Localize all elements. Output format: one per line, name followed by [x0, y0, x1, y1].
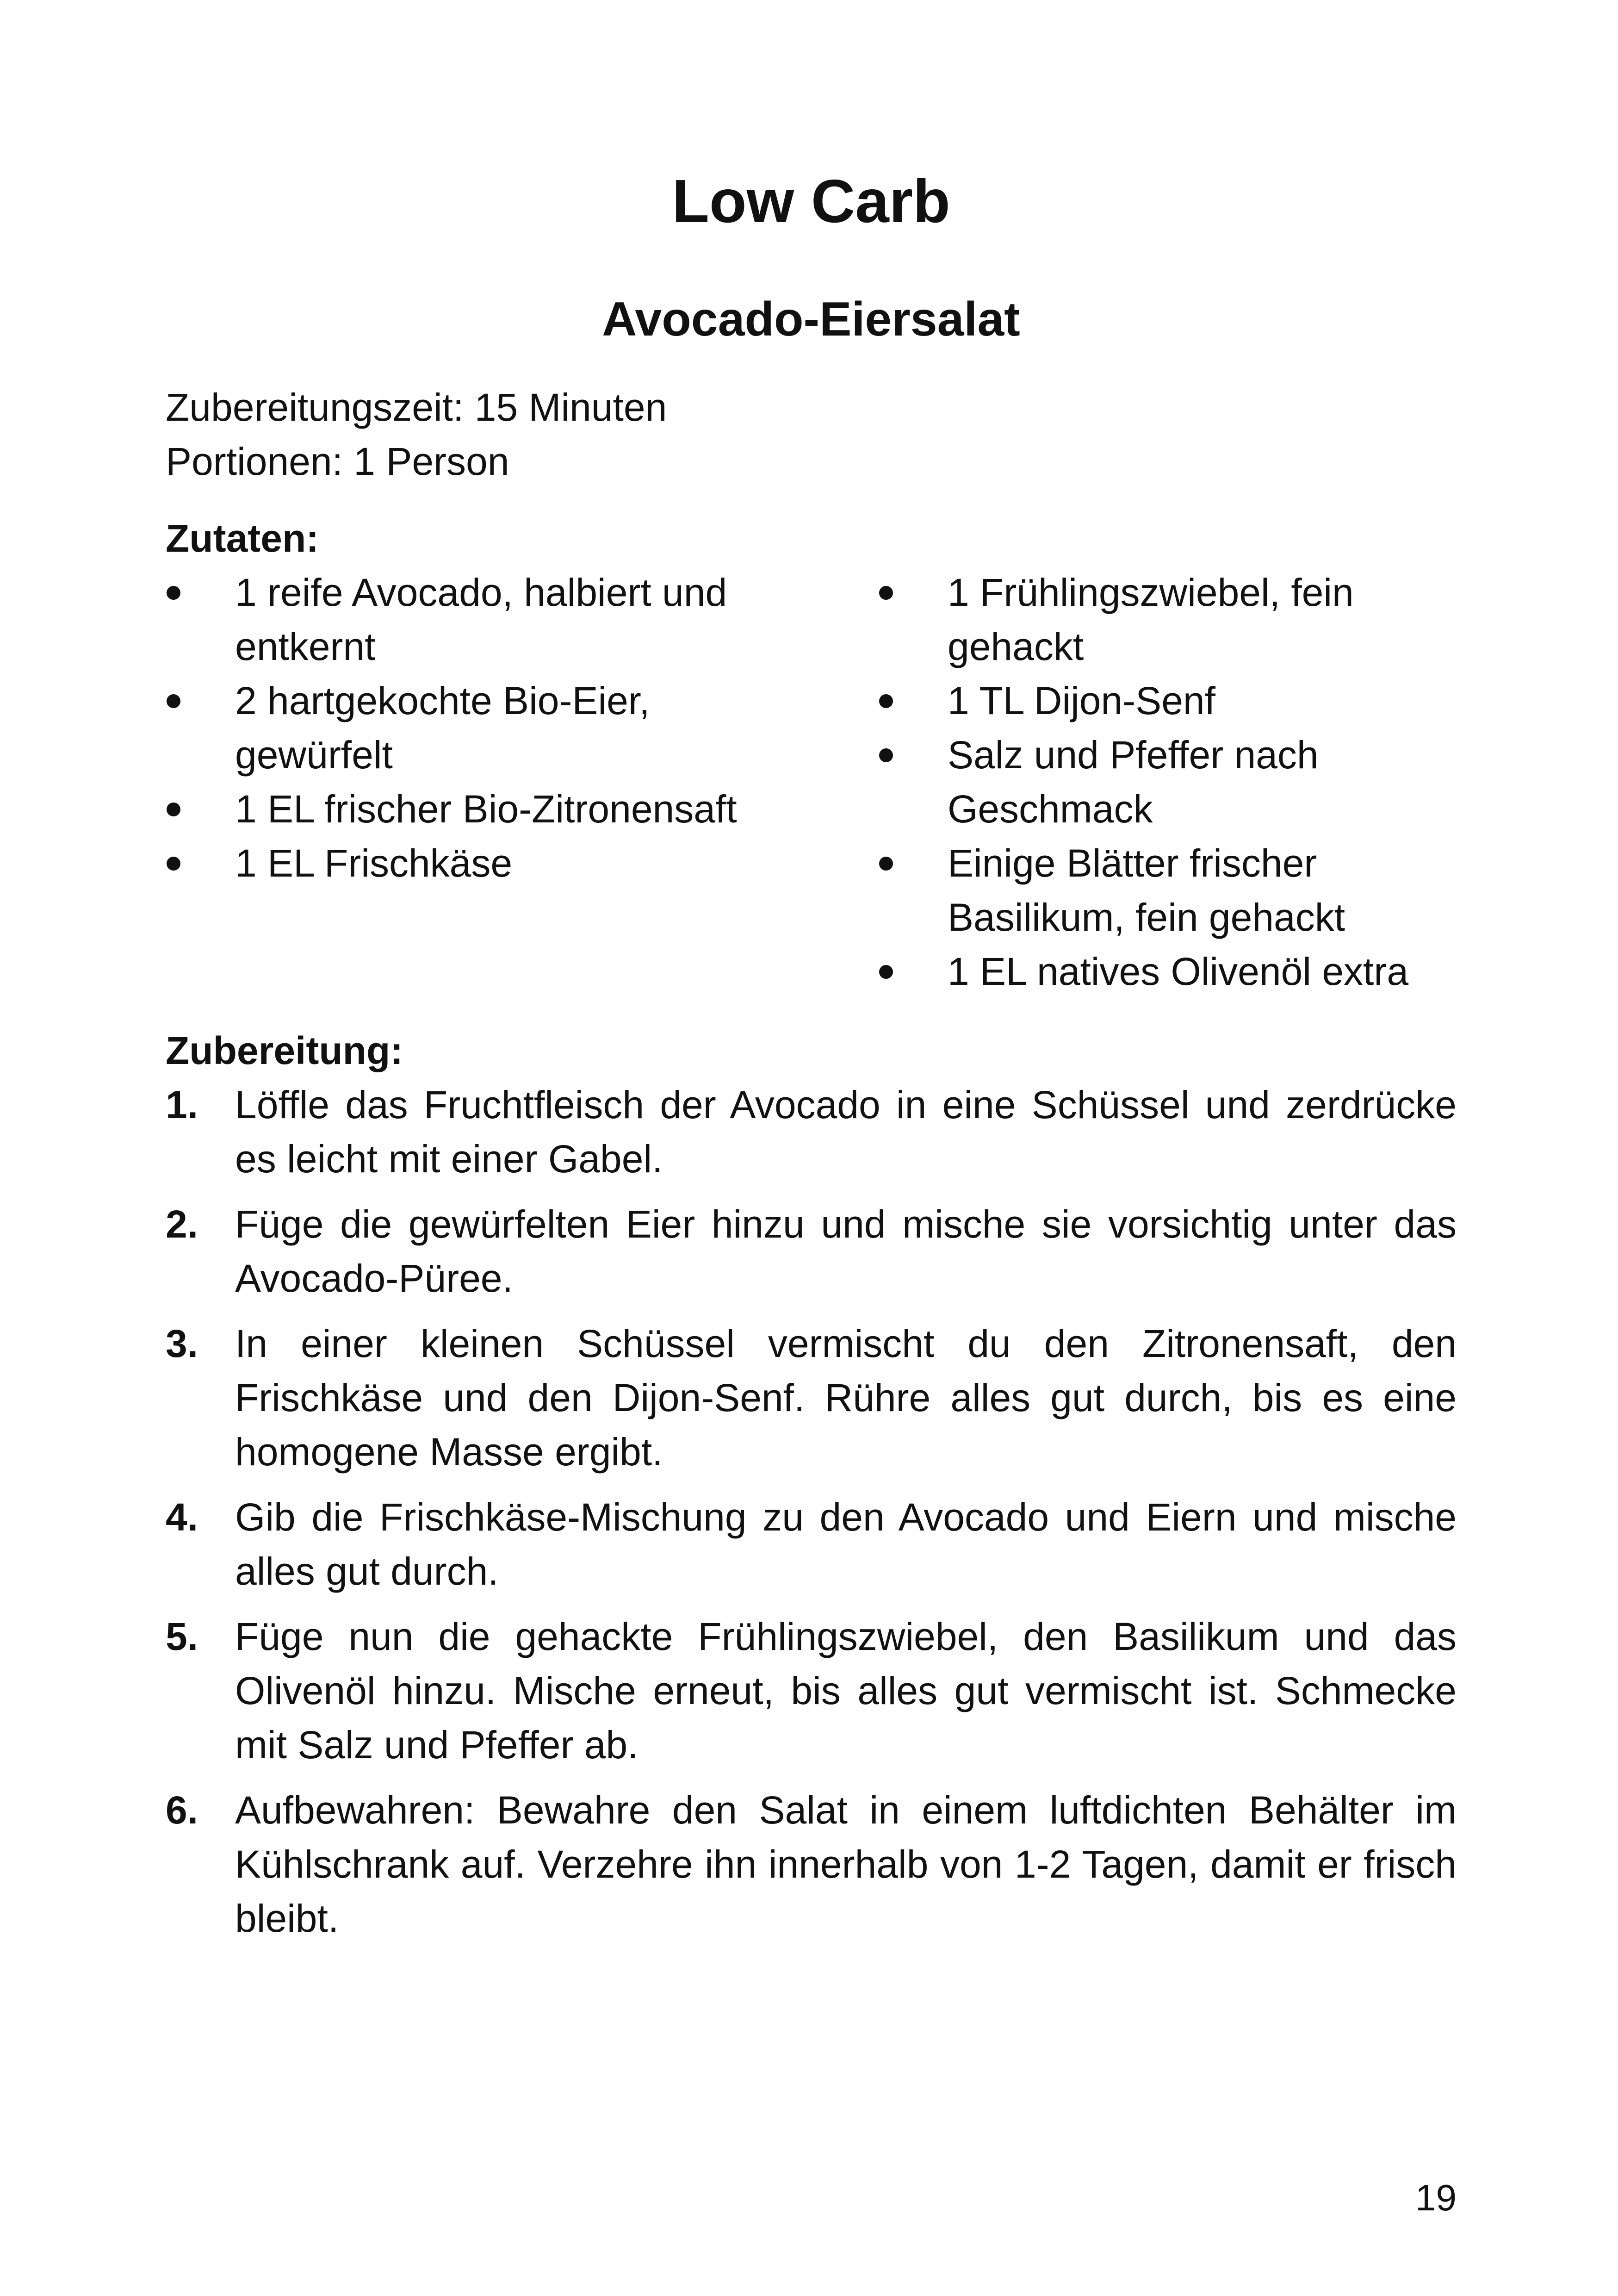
step-number: 1. — [166, 1083, 198, 1126]
step-number: 4. — [166, 1495, 198, 1539]
recipe-meta — [166, 380, 667, 489]
step-text: Füge nun die gehackte Frühlingszwiebel, den Basilikum und das Olivenöl hinzu. Mische erneut, bis alles gut vermischt ist. Schmecke mit Salz und Pfeffer ab. — [235, 1615, 1457, 1767]
ingredient-item: 1 reife Avocado, halbiert und entkernt — [166, 566, 749, 674]
step-item — [166, 1317, 1457, 1479]
step-text: Füge die gewürfelten Eier hinzu und mische sie vorsichtig unter das Avocado-Püree. — [235, 1202, 1457, 1300]
page-number: 19 — [1415, 2177, 1457, 2218]
recipe-page — [166, 0, 1457, 2296]
step-text: In einer kleinen Schüssel vermischt du den Zitronensaft, den Frischkäse und den Dijon-Senf. Rühre alles gut durch, bis es eine homogene Masse ergibt. — [235, 1322, 1457, 1474]
step-number: 5. — [166, 1615, 198, 1658]
step-number: 3. — [166, 1322, 198, 1365]
step-text: Gib die Frischkäse-Mischung zu den Avocado und Eiern und mische alles gut durch. — [235, 1495, 1457, 1593]
ingredient-item: 2 hartgekochte Bio-Eier, gewürfelt — [166, 674, 749, 782]
step-text: Aufbewahren: Bewahre den Salat in einem luftdichten Behälter im Kühlschrank auf. Verzehre ihn innerhalb von 1-2 Tagen, damit er frisch bleibt. — [235, 1788, 1457, 1940]
ingredient-item: Salz und Pfeffer nach Geschmack — [878, 728, 1457, 836]
ingredient-item: 1 EL Frischkäse — [166, 836, 749, 890]
ingredient-item: Einige Blätter frischer Basilikum, fein gehackt — [878, 836, 1457, 945]
ingredient-item: 1 EL natives Olivenöl extra — [878, 945, 1457, 999]
ingredients-list-left — [166, 566, 749, 890]
step-item — [166, 1078, 1457, 1186]
ingredients-list-right — [878, 566, 1457, 999]
step-item — [166, 1783, 1457, 1946]
ingredient-item: 1 TL Dijon-Senf — [878, 674, 1457, 728]
ingredient-item: 1 Frühlingszwiebel, fein gehackt — [878, 566, 1457, 674]
portions: Portionen: 1 Person — [166, 440, 509, 483]
preparation-steps — [166, 1078, 1457, 1957]
recipe-title: Avocado-Eiersalat — [602, 292, 1020, 346]
chapter-title: Low Carb — [672, 167, 950, 235]
ingredients-heading: Zutaten: — [166, 516, 319, 560]
step-text: Löffle das Fruchtfleisch der Avocado in eine Schüssel und zerdrücke es leicht mit einer Gabel. — [235, 1083, 1457, 1181]
prep-time: Zubereitungszeit: 15 Minuten — [166, 386, 667, 429]
step-item — [166, 1610, 1457, 1772]
ingredient-item: 1 EL frischer Bio-Zitronensaft — [166, 782, 749, 836]
step-item — [166, 1197, 1457, 1306]
step-item — [166, 1490, 1457, 1599]
step-number: 2. — [166, 1202, 198, 1246]
preparation-heading: Zubereitung: — [166, 1029, 403, 1072]
step-number: 6. — [166, 1788, 198, 1832]
